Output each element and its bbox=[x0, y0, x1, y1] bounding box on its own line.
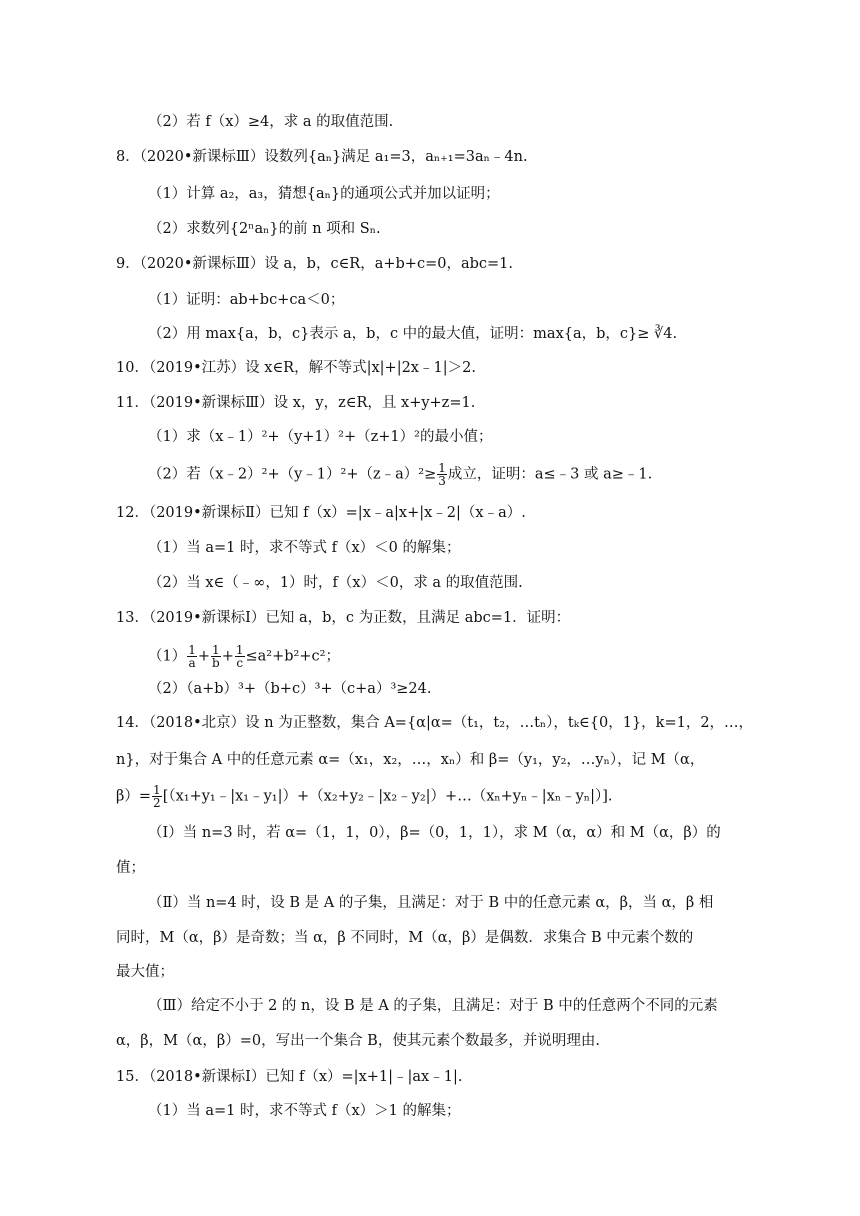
problem-13-stem: 13．（2019•新课标Ⅰ）已知 a，b，c 为正数，且满足 abc=1．证明： bbox=[116, 610, 571, 626]
fraction: $\frac{1}{c}$ bbox=[235, 643, 244, 670]
text-segment: （1） bbox=[148, 648, 187, 665]
fraction: $\frac{1}{3}$ bbox=[438, 461, 446, 488]
text-segment: （2）若（x﹣2）²+（y﹣1）²+（z﹣a）²≥ bbox=[148, 466, 437, 483]
plus-sign: + bbox=[221, 648, 234, 665]
problem-10-stem: 10．（2019•江苏）设 x∈R，解不等式|x|+|2x﹣1|＞2. bbox=[116, 360, 476, 376]
text-line: （1）证明：ab+bc+ca＜0； bbox=[148, 292, 345, 308]
text-line: （1）求（x﹣1）²+（y+1）²+（z+1）²的最小值； bbox=[148, 429, 493, 445]
text-line: （Ⅱ）当 n=4 时，设 B 是 A 的子集，且满足：对于 B 中的任意元素 α，β，当 α，β 相 bbox=[148, 895, 714, 911]
text-segment: β）= bbox=[116, 788, 152, 805]
text-line-with-fraction bbox=[148, 644, 340, 669]
text-line: 最大值； bbox=[116, 964, 174, 980]
text-line: n}，对于集合 A 中的任意元素 α=（x₁，x₂，…，xₙ）和 β=（y₁，y₂，…yₙ），记 M（α， bbox=[116, 752, 705, 768]
text-line: （2）当 x∈（﹣∞，1）时，f（x）＜0，求 a 的取值范围. bbox=[148, 575, 523, 591]
text-line: （2）（a+b）³+（b+c）³+（c+a）³≥24. bbox=[148, 681, 432, 697]
text-line: （1）当 a=1 时，求不等式 f（x）＜0 的解集； bbox=[148, 540, 461, 556]
text-line: （1）计算 a₂，a₃，猜想{aₙ}的通项公式并加以证明； bbox=[148, 186, 500, 202]
text-line: （2）若 f（x）≥4，求 a 的取值范围. bbox=[148, 114, 394, 130]
problem-15-stem: 15．（2018•新课标Ⅰ）已知 f（x）=|x+1|﹣|ax﹣1|. bbox=[116, 1069, 463, 1085]
problem-12-stem: 12．（2019•新课标Ⅱ）已知 f（x）=|x﹣a|x+|x﹣2|（x﹣a）. bbox=[116, 505, 526, 521]
fraction: $\frac{1}{2}$ bbox=[153, 783, 161, 810]
problem-8-stem: 8．（2020•新课标Ⅲ）设数列{aₙ}满足 a₁=3，aₙ₊₁=3aₙ﹣4n. bbox=[116, 149, 528, 165]
text-segment: [（x₁+y₁﹣|x₁﹣y₁|）+（x₂+y₂﹣|x₂﹣y₂|）+…（xₙ+yₙ﹣|xₙ﹣yₙ|）]. bbox=[162, 788, 613, 805]
fraction: $\frac{1}{a}$ bbox=[188, 643, 196, 670]
text-segment: ≤a²+b²+c²； bbox=[245, 648, 340, 665]
problem-11-stem: 11．（2019•新课标Ⅲ）设 x，y，z∈R，且 x+y+z=1. bbox=[116, 395, 476, 411]
text-line: （Ⅲ）给定不小于 2 的 n，设 B 是 A 的子集，且满足：对于 B 中的任意两个不同的元素 bbox=[148, 998, 718, 1014]
problem-14-stem: 14．（2018•北京）设 n 为正整数，集合 A={α|α=（t₁，t₂，…tₙ），tₖ∈{0，1}，k=1，2，…， bbox=[116, 715, 754, 731]
text-line: 同时，M（α，β）是奇数；当 α，β 不同时，M（α，β）是偶数．求集合 B 中元素个数的 bbox=[116, 930, 694, 946]
text-segment: 成立，证明：a≤﹣3 或 a≥﹣1. bbox=[447, 466, 653, 483]
text-line: （2）求数列{2ⁿaₙ}的前 n 项和 Sₙ. bbox=[148, 221, 381, 237]
problem-9-stem: 9．（2020•新课标Ⅲ）设 a，b，c∈R，a+b+c=0，abc=1. bbox=[116, 256, 513, 272]
plus-sign: + bbox=[197, 648, 211, 665]
fraction: $\frac{1}{b}$ bbox=[212, 643, 220, 670]
text-line: （1）当 a=1 时，求不等式 f（x）＞1 的解集； bbox=[148, 1103, 461, 1119]
text-line: α，β，M（α，β）=0，写出一个集合 B，使其元素个数最多，并说明理由. bbox=[116, 1033, 600, 1049]
text-line-with-fraction bbox=[148, 462, 652, 487]
text-line-with-fraction bbox=[116, 784, 612, 809]
text-line: 值； bbox=[116, 860, 145, 876]
text-line: （2）用 max{a，b，c}表示 a，b，c 中的最大值，证明：max{a，b，c}≥ ∛4. bbox=[148, 326, 678, 342]
text-line: （Ⅰ）当 n=3 时，若 α=（1，1，0），β=（0，1，1），求 M（α，α）和 M（α，β）的 bbox=[148, 825, 721, 841]
